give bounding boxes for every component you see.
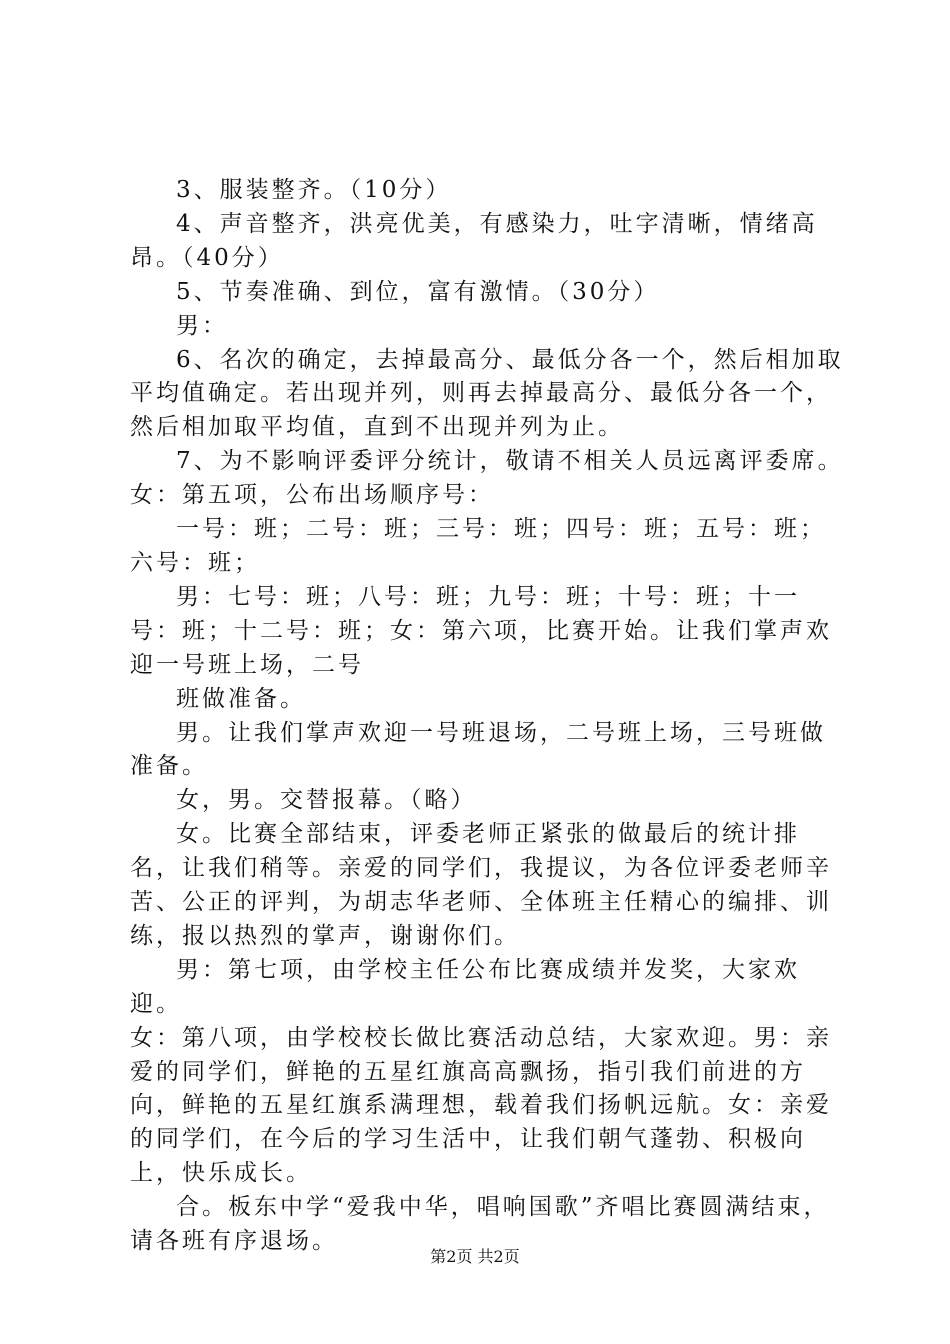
paragraph-5: 6、名次的确定，去掉最高分、最低分各一个，然后相加取平均值确定。若出现并列，则再去掉最高分、最低分各一个，然后相加取平均值，直到不出现并列为止。 xyxy=(130,346,844,441)
document-body xyxy=(130,174,850,1259)
paragraph-3: 5、节奏准确、到位，富有激情。（30分） xyxy=(176,278,660,305)
paragraph-9: 男：七号：班；八号：班；九号：班；十号：班；十一号：班；十二号：班；女：第六项，比赛开始。让我们掌声欢迎一号班上场，二号 xyxy=(130,583,832,678)
paragraph-10: 班做准备。 xyxy=(176,685,306,712)
paragraph-8: 一号：班；二号：班；三号：班；四号：班；五号：班；六号：班； xyxy=(130,516,826,576)
paragraph-7: 女：第五项，公布出场顺序号： xyxy=(130,482,494,509)
paragraph-12: 女，男。交替报幕。（略） xyxy=(176,787,477,814)
paragraph-13: 女。比赛全部结束，评委老师正紧张的做最后的统计排名，让我们稍等。亲爱的同学们，我提议，为各位评委老师辛苦、公正的评判，为胡志华老师、全体班主任精心的编排、训练，报以热烈的掌声，谢谢你们。 xyxy=(130,821,832,949)
paragraph-6: 7、为不影响评委评分统计，敬请不相关人员远离评委席。 xyxy=(176,448,844,475)
paragraph-4: 男： xyxy=(176,312,228,339)
paragraph-16: 合。板东中学“爱我中华，唱响国歌”齐唱比赛圆满结束，请各班有序退场。 xyxy=(130,1194,830,1255)
paragraph-1: 3、服装整齐。（10分） xyxy=(176,177,452,203)
page-number-footer: 第2页 共2页 xyxy=(430,1247,520,1266)
paragraph-11: 男。让我们掌声欢迎一号班退场，二号班上场，三号班做准备。 xyxy=(130,719,826,780)
paragraph-15: 女：第八项，由学校校长做比赛活动总结，大家欢迎。男：亲爱的同学们，鲜艳的五星红旗高高飘扬，指引我们前进的方向，鲜艳的五星红旗系满理想，载着我们扬帆远航。女：亲爱的同学们，在今后的学习生活中，让我们朝气蓬勃、积极向上，快乐成长。 xyxy=(130,1024,832,1187)
paragraph-2: 4、声音整齐，洪亮优美，有感染力，吐字清晰，情绪高昂。（40分） xyxy=(130,210,818,271)
paragraph-14: 男：第七项，由学校主任公布比赛成绩并发奖，大家欢迎。 xyxy=(130,956,800,1017)
